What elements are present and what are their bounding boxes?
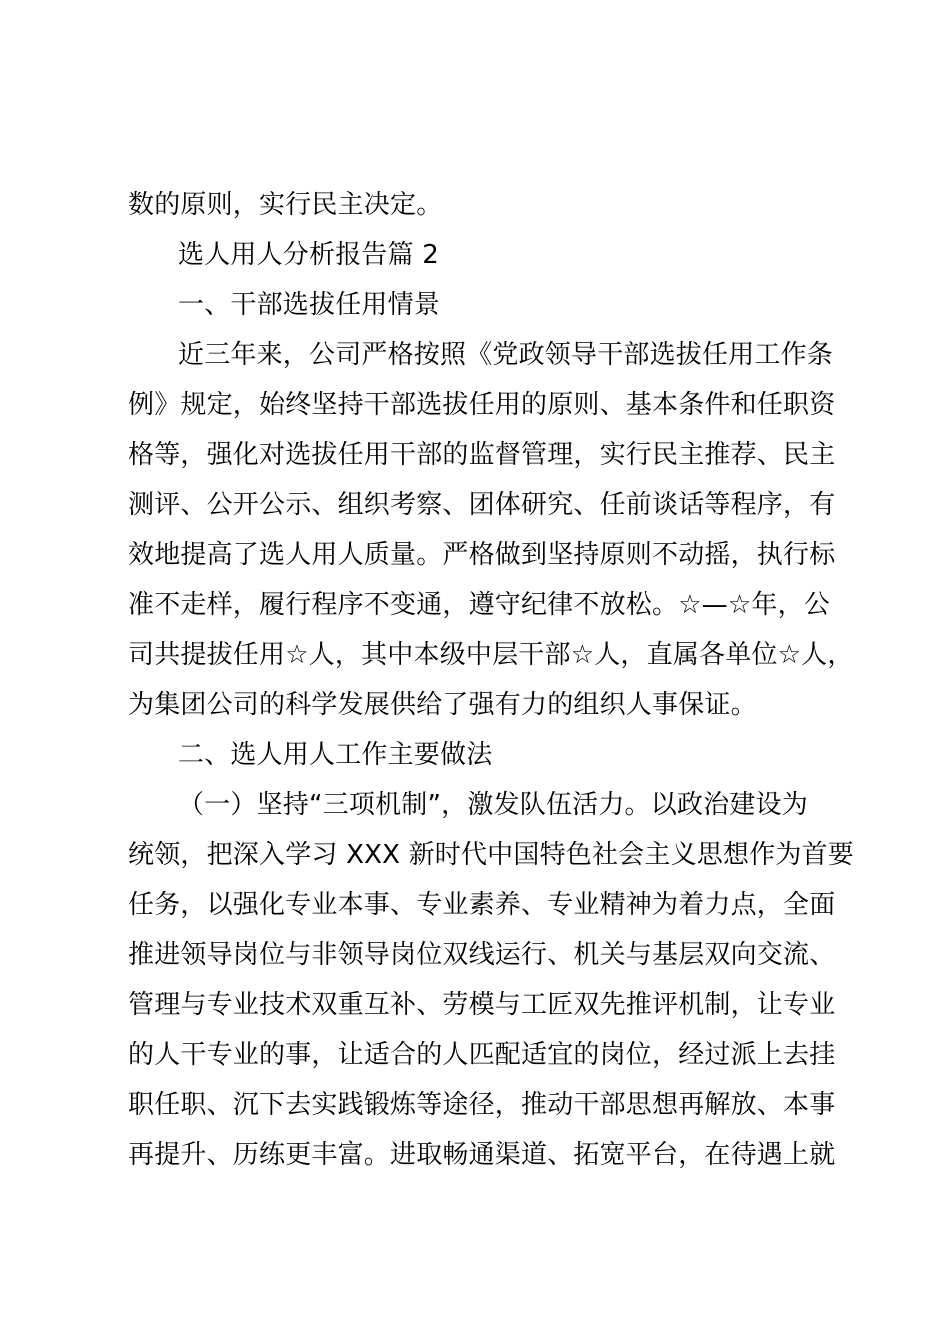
heading-1: 一、干部选拔任用情景 bbox=[178, 290, 441, 320]
paragraph-line: 管理与专业技术双重互补、劳模与工匠双先推评机制，让专业 bbox=[128, 990, 836, 1020]
paragraph-line: 的人干专业的事，让适合的人匹配适宜的岗位，经过派上去挂 bbox=[128, 1040, 836, 1070]
paragraph-line: 测评、公开公示、组织考察、团体研究、任前谈话等程序，有 bbox=[128, 490, 836, 520]
heading-2: 二、选人用人工作主要做法 bbox=[178, 740, 493, 770]
paragraph-line: 效地提高了选人用人质量。严格做到坚持原则不动摇，执行标 bbox=[128, 540, 836, 570]
paragraph-line: 任务，以强化专业本事、专业素养、专业精神为着力点，全面 bbox=[128, 890, 836, 920]
paragraph-line: （一）坚持“三项机制”，激发队伍活力。以政治建设为 bbox=[178, 790, 808, 820]
section-title: 选人用人分析报告篇 2 bbox=[178, 240, 440, 270]
paragraph-line: 司共提拔任用☆人，其中本级中层干部☆人，直属各单位☆人， bbox=[128, 640, 854, 670]
paragraph-line: 数的原则，实行民主决定。 bbox=[128, 190, 443, 220]
paragraph-line: 统领，把深入学习 XXX 新时代中国特色社会主义思想作为首要 bbox=[128, 840, 854, 870]
paragraph-line: 近三年来，公司严格按照《党政领导干部选拔任用工作条 bbox=[178, 340, 834, 370]
paragraph-line: 职任职、沉下去实践锻炼等途径，推动干部思想再解放、本事 bbox=[128, 1090, 836, 1120]
paragraph-line: 准不走样，履行程序不变通，遵守纪律不放松。☆—☆年，公 bbox=[128, 590, 831, 620]
paragraph-line: 再提升、历练更丰富。进取畅通渠道、拓宽平台，在待遇上就 bbox=[128, 1140, 836, 1170]
paragraph-line: 例》规定，始终坚持干部选拔任用的原则、基本条件和任职资 bbox=[128, 390, 836, 420]
paragraph-line: 推进领导岗位与非领导岗位双线运行、机关与基层双向交流、 bbox=[128, 940, 836, 970]
paragraph-line: 格等，强化对选拔任用干部的监督管理，实行民主推荐、民主 bbox=[128, 440, 836, 470]
paragraph-line: 为集团公司的科学发展供给了强有力的组织人事保证。 bbox=[128, 690, 757, 720]
